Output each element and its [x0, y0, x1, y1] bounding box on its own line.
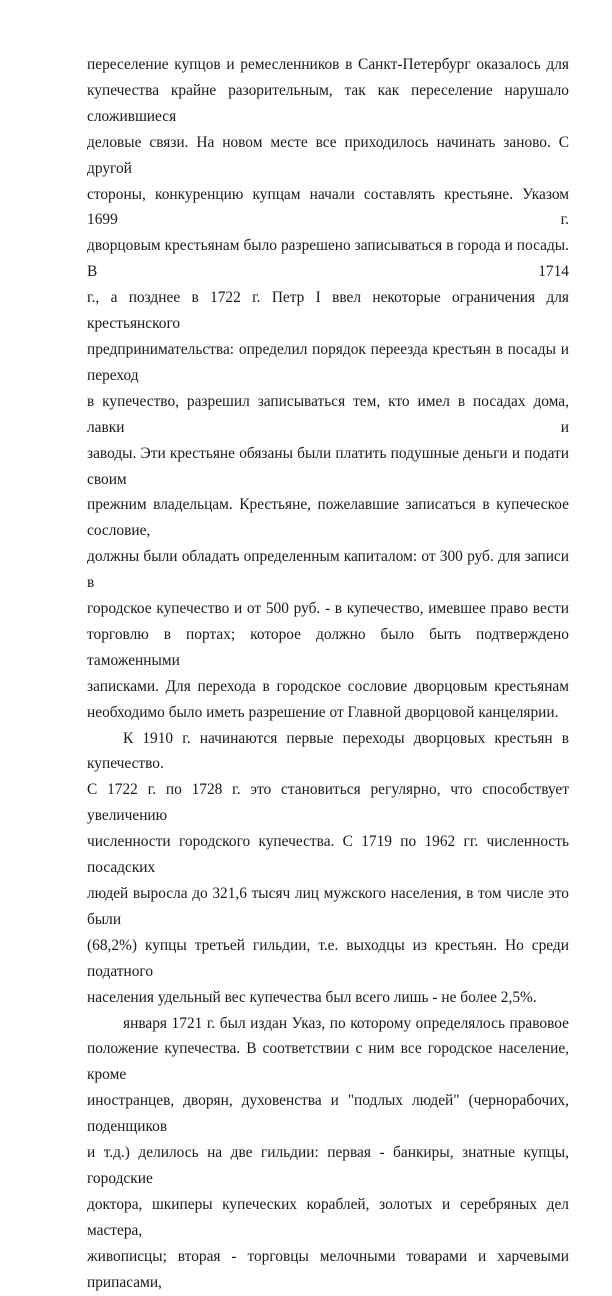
text-line: К 1910 г. начинаются первые переходы дворцовых крестьян в купечество.: [87, 729, 569, 773]
text-line: г., а позднее в 1722 г. Петр I ввел некоторые ограничения для крестьянского: [87, 289, 569, 333]
paragraph-3: [87, 1011, 569, 1296]
text-line: купечества крайне разорительным, так как переселение нарушало сложившиеся: [87, 81, 569, 125]
paragraph-1: [87, 52, 569, 726]
text-line: С 1722 г. по 1728 г. это становиться регулярно, что способствует увеличению: [87, 781, 569, 825]
text-line: и т.д.) делилось на две гильдии: первая - банкиры, знатные купцы, городские: [87, 1144, 569, 1187]
text-line: дворцовым крестьянам было разрешено записываться в города и посады. В 1714: [87, 237, 569, 281]
text-line: необходимо было иметь разрешение от Главной дворцовой канцелярии.: [87, 703, 559, 721]
text-line: переселение купцов и ремесленников в Санкт-Петербург оказалось для: [87, 56, 569, 73]
text-line: записками. Для перехода в городское сословие дворцовым крестьянам: [87, 677, 569, 695]
text-line: заводы. Эти крестьяне обязаны были платить подушные деньги и подати своим: [87, 444, 569, 488]
text-line: положение купечества. В соответствии с ним все городское население, кроме: [87, 1040, 569, 1084]
text-line: деловые связи. На новом месте все приходилось начинать заново. С другой: [87, 133, 569, 177]
text-line: иностранцев, дворян, духовенства и "подлых людей" (чернорабочих, поденщиков: [87, 1092, 569, 1136]
text-line: стороны, конкуренцию купцам начали составлять крестьяне. Указом 1699 г.: [87, 185, 569, 229]
text-line: в купечество, разрешил записываться тем, кто имел в посадах дома, лавки и: [87, 392, 569, 436]
paragraph-2: [87, 726, 569, 1011]
text-line: доктора, шкиперы купеческих кораблей, золотых и серебряных дел мастера,: [87, 1195, 569, 1239]
document-body: [87, 52, 569, 1296]
text-line: прежним владельцам. Крестьяне, пожелавшие записаться в купеческое сословие,: [87, 496, 569, 540]
text-line: января 1721 г. был издан Указ, по которому определялось правовое: [123, 1014, 569, 1032]
text-line: предпринимательства: определил порядок переезда крестьян в посады и переход: [87, 340, 569, 384]
text-line: людей выросла до 321,6 тысяч лиц мужского населения, в том числе это были: [87, 885, 569, 928]
text-line: должны были обладать определенным капиталом: от 300 руб. для записи в: [87, 548, 569, 592]
text-line: (68,2%) купцы третьей гильдии, т.е. выходцы из крестьян. Но среди податного: [87, 936, 569, 980]
text-line: живописцы; вторая - торговцы мелочными товарами и харчевыми припасами,: [87, 1247, 569, 1291]
text-line: населения удельный вес купечества был всего лишь - не более 2,5%.: [87, 988, 537, 1006]
text-line: торговлю в портах; которое должно было быть подтверждено таможенными: [87, 625, 569, 669]
text-line: городское купечество и от 500 руб. - в купечество, имевшее право вести: [87, 600, 569, 618]
text-line: численности городского купечества. С 1719 по 1962 гг. численность посадских: [87, 833, 569, 877]
